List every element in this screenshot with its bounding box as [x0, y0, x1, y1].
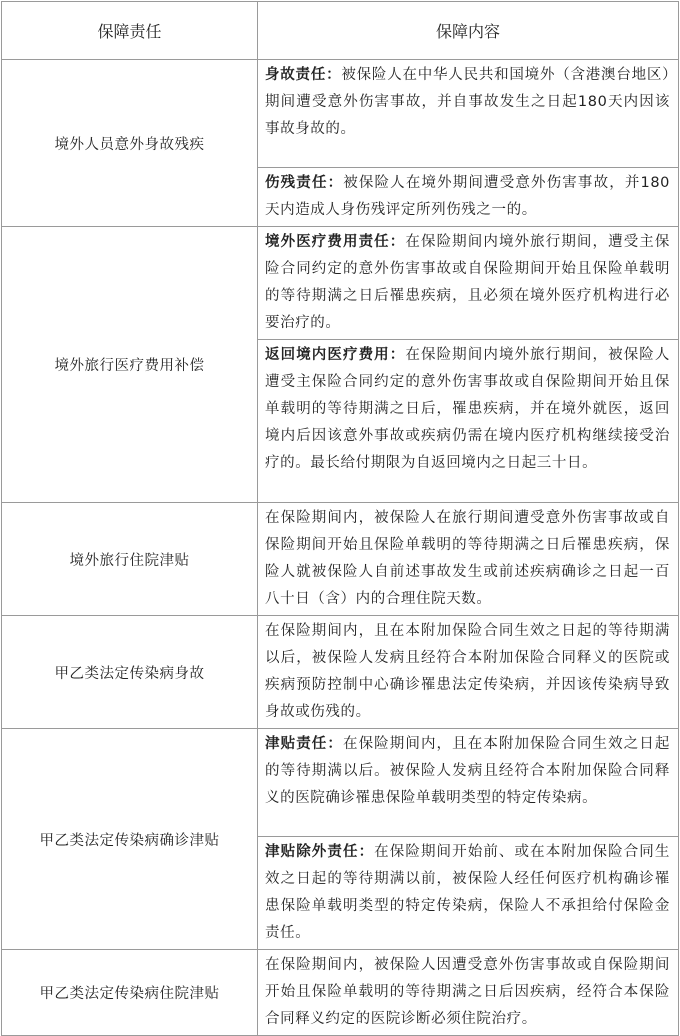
content-label: 身故责任： [265, 67, 342, 83]
content-label: 津贴除外责任： [265, 844, 375, 860]
content-text: 在保险期间内境外旅行期间，遭受主保险合同约定的意外伤害事故或自保险期间开始且保险单载明的等待期满之日后罹患疾病，且必须在境外医疗机构进行必要治疗的。 [265, 234, 671, 331]
table-row [2, 227, 679, 340]
content-text: 在保险期间内，被保险人因遭受意外伤害事故或自保险期间开始且保险单载明的等待期满之日后因疾病，经符合本保险合同释义约定的医院诊断必须住院治疗。 [265, 957, 670, 1027]
header-row [2, 2, 679, 60]
content-label: 境外医疗费用责任： [265, 234, 406, 250]
content-cell [258, 340, 679, 503]
content-cell [258, 60, 679, 168]
table-row [2, 616, 679, 729]
content-text: 在保险期间内，被保险人在旅行期间遭受意外伤害事故或自保险期间开始且保险单载明的等待期满之日后罹患疾病，保险人就被保险人自前述事故发生或前述疾病确诊之日起一百八十日（含）内的合理住院天数。 [265, 510, 670, 607]
table-row [2, 729, 679, 837]
content-text: 被保险人在中华人民共和国境外（含港澳台地区）期间遭受意外伤害事故，并自事故发生之日起180天内因该事故身故的。 [265, 67, 670, 137]
coverage-table [1, 1, 679, 1036]
content-text: 被保险人在境外期间遭受意外伤害事故，并180天内造成人身伤残评定所列伤残之一的。 [265, 175, 670, 218]
content-cell [258, 950, 679, 1036]
responsibility-cell: 甲乙类法定传染病身故 [2, 616, 258, 729]
table-row [2, 60, 679, 168]
content-cell [258, 729, 679, 837]
responsibility-cell: 境外旅行医疗费用补偿 [2, 227, 258, 503]
content-cell [258, 503, 679, 616]
responsibility-cell: 境外旅行住院津贴 [2, 503, 258, 616]
header-content: 保障内容 [258, 2, 679, 60]
responsibility-cell: 甲乙类法定传染病确诊津贴 [2, 729, 258, 950]
content-text: 在保险期间内，且在本附加保险合同生效之日起的等待期满以后。被保险人发病且经符合本附加保险合同释义的医院确诊罹患保险单载明类型的特定传染病。 [265, 736, 670, 806]
content-cell [258, 616, 679, 729]
content-label: 伤残责任： [265, 175, 344, 191]
content-cell [258, 168, 679, 227]
content-label: 返回境内医疗费用： [265, 347, 406, 363]
responsibility-cell: 境外人员意外身故残疾 [2, 60, 258, 227]
content-text: 在保险期间内，且在本附加保险合同生效之日起的等待期满以后，被保险人发病且经符合本附加保险合同释义的医院或疾病预防控制中心确诊罹患法定传染病，并因该传染病导致身故或伤残的。 [265, 623, 670, 720]
table-row [2, 950, 679, 1036]
content-cell [258, 837, 679, 950]
content-label: 津贴责任： [265, 736, 343, 752]
content-cell [258, 227, 679, 340]
content-text: 在保险期间内境外旅行期间，被保险人遭受主保险合同约定的意外伤害事故或自保险期间开始且保单载明的等待期满之日后，罹患疾病，并在境外就医，返回境内后因该意外事故或疾病仍需在境内医疗机构继续接受治疗的。最长给付期限为自返回境内之日起三十日。 [265, 347, 671, 471]
table-row [2, 503, 679, 616]
header-responsibility: 保障责任 [2, 2, 258, 60]
content-text: 在保险期间开始前、或在本附加保险合同生效之日起的等待期满以前，被保险人经任何医疗机构确诊罹患保险单载明类型的特定传染病，保险人不承担给付保险金责任。 [265, 844, 670, 941]
responsibility-cell: 甲乙类法定传染病住院津贴 [2, 950, 258, 1036]
